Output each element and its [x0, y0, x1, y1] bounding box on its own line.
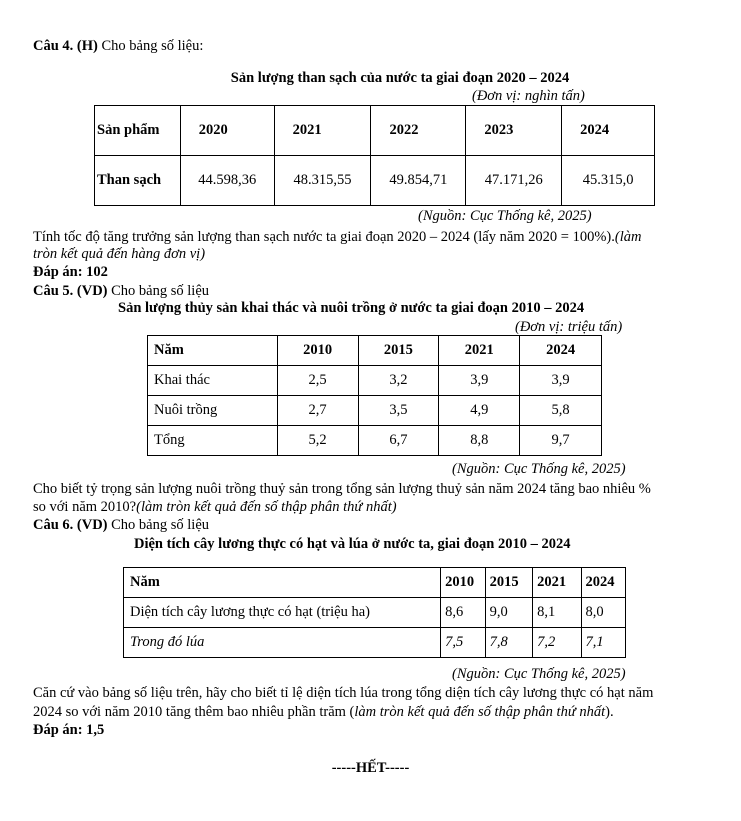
table-cell: Trong đó lúa [124, 628, 441, 658]
q4-question [33, 229, 733, 246]
table-row [124, 598, 626, 628]
table-cell: 6,7 [358, 426, 439, 456]
table-row [124, 568, 626, 598]
q5-source: (Nguồn: Cục Thống kê, 2025) [452, 461, 626, 477]
table-header-cell: Năm [124, 568, 441, 598]
q6-question-line-2 [33, 704, 614, 721]
table-header-cell: 2015 [485, 568, 532, 598]
q4-source: (Nguồn: Cục Thống kê, 2025) [418, 208, 592, 224]
table-cell: 5,8 [520, 396, 602, 426]
table-cell: Diện tích cây lương thực có hạt (triệu ha) [124, 598, 441, 628]
q4-intro: Cho bảng số liệu: [97, 38, 204, 54]
table-header-cell: 2010 [441, 568, 485, 598]
table-cell: 2,7 [277, 396, 358, 426]
table-cell: 4,9 [439, 396, 520, 426]
q5-label: Câu 5. (VD) [33, 283, 108, 299]
table-row [95, 156, 655, 206]
q6-heading [33, 517, 209, 534]
table-cell: 8,6 [441, 598, 485, 628]
end-marker: -----HẾT----- [331, 760, 410, 776]
table-cell: 3,2 [358, 366, 439, 396]
q4-table [94, 105, 655, 206]
table-cell: Nuôi trồng [148, 396, 278, 426]
table-cell: 48.315,55 [274, 156, 371, 206]
q6-question-line-1: Căn cứ vào bảng số liệu trên, hãy cho biết tỉ lệ diện tích lúa trong tổng diện tích cây lương thực có hạt năm [33, 685, 654, 701]
table-cell: 45.315,0 [562, 156, 655, 206]
table-cell: 2,5 [277, 366, 358, 396]
table-cell: 7,8 [485, 628, 532, 658]
table-row [148, 366, 602, 396]
table-header-cell: 2020 [180, 106, 274, 156]
table-cell: Tổng [148, 426, 278, 456]
q6-intro: Cho bảng số liệu [107, 517, 210, 533]
table-header-cell: 2015 [358, 336, 439, 366]
table-cell: Than sạch [95, 156, 181, 206]
q4-question-note-2: tròn kết quả đến hàng đơn vị) [33, 246, 206, 262]
q5-question-line-1: Cho biết tỷ trọng sản lượng nuôi trồng thuỷ sản trong tổng sản lượng thuỷ sản năm 2024 tăng bao nhiêu % [33, 481, 651, 497]
table-cell: 3,5 [358, 396, 439, 426]
table-header-cell: 2010 [277, 336, 358, 366]
table-row [148, 426, 602, 456]
q6-question-note: làm tròn kết quả đến số thập phân thứ nhất [354, 704, 606, 720]
q6-label: Câu 6. (VD) [33, 517, 108, 533]
table-cell: Khai thác [148, 366, 278, 396]
table-cell: 3,9 [520, 366, 602, 396]
table-header-cell: Năm [148, 336, 278, 366]
table-cell: 5,2 [277, 426, 358, 456]
q4-question-text: Tính tốc độ tăng trưởng sản lượng than sạch nước ta giai đoạn 2020 – 2024 (lấy năm 2020 = 100%). [33, 229, 615, 245]
q4-label: Câu 4. (H) [33, 38, 98, 54]
q4-unit: (Đơn vị: nghìn tấn) [472, 88, 585, 104]
table-cell: 8,1 [533, 598, 581, 628]
table-cell: 9,0 [485, 598, 532, 628]
q4-title: Sản lượng than sạch của nước ta giai đoạn 2020 – 2024 [230, 70, 570, 86]
q5-intro: Cho bảng số liệu [107, 283, 210, 299]
table-header-cell: 2021 [439, 336, 520, 366]
q5-heading [33, 283, 209, 300]
table-cell: 7,2 [533, 628, 581, 658]
table-row [148, 336, 602, 366]
table-cell: 7,1 [581, 628, 625, 658]
table-cell: 8,0 [581, 598, 625, 628]
q5-question-line-2 [33, 499, 397, 516]
table-row [95, 106, 655, 156]
q4-answer: Đáp án: 102 [33, 264, 108, 280]
q5-title: Sản lượng thủy sản khai thác và nuôi trồng ở nước ta giai đoạn 2010 – 2024 [118, 300, 585, 316]
q5-question-text: so với năm 2010? [33, 499, 137, 515]
q5-table [147, 335, 602, 456]
table-cell: 47.171,26 [466, 156, 562, 206]
table-cell: 8,8 [439, 426, 520, 456]
table-header-cell: 2021 [274, 106, 371, 156]
table-cell: 49.854,71 [371, 156, 466, 206]
q5-question-note: (làm tròn kết quả đến số thập phân thứ nhất) [136, 499, 397, 515]
q5-unit: (Đơn vị: triệu tấn) [515, 319, 623, 335]
q6-question-end: ). [605, 704, 614, 720]
table-header-cell: Sản phẩm [95, 106, 181, 156]
table-cell: 44.598,36 [180, 156, 274, 206]
q6-answer: Đáp án: 1,5 [33, 722, 105, 738]
q6-table [123, 567, 626, 658]
table-header-cell: 2022 [371, 106, 466, 156]
table-header-cell: 2021 [533, 568, 581, 598]
q6-title: Diện tích cây lương thực có hạt và lúa ở nước ta, giai đoạn 2010 – 2024 [134, 536, 571, 552]
table-header-cell: 2024 [562, 106, 655, 156]
table-cell: 3,9 [439, 366, 520, 396]
q6-question-text: 2024 so với năm 2010 tăng thêm bao nhiêu phần trăm ( [33, 704, 355, 720]
table-header-cell: 2024 [520, 336, 602, 366]
q4-heading [33, 38, 203, 55]
table-header-cell: 2023 [466, 106, 562, 156]
table-header-cell: 2024 [581, 568, 625, 598]
table-row [124, 628, 626, 658]
table-cell: 7,5 [441, 628, 485, 658]
q6-source: (Nguồn: Cục Thống kê, 2025) [452, 666, 626, 682]
q4-question-note: (làm [614, 229, 642, 245]
table-cell: 9,7 [520, 426, 602, 456]
table-row [148, 396, 602, 426]
